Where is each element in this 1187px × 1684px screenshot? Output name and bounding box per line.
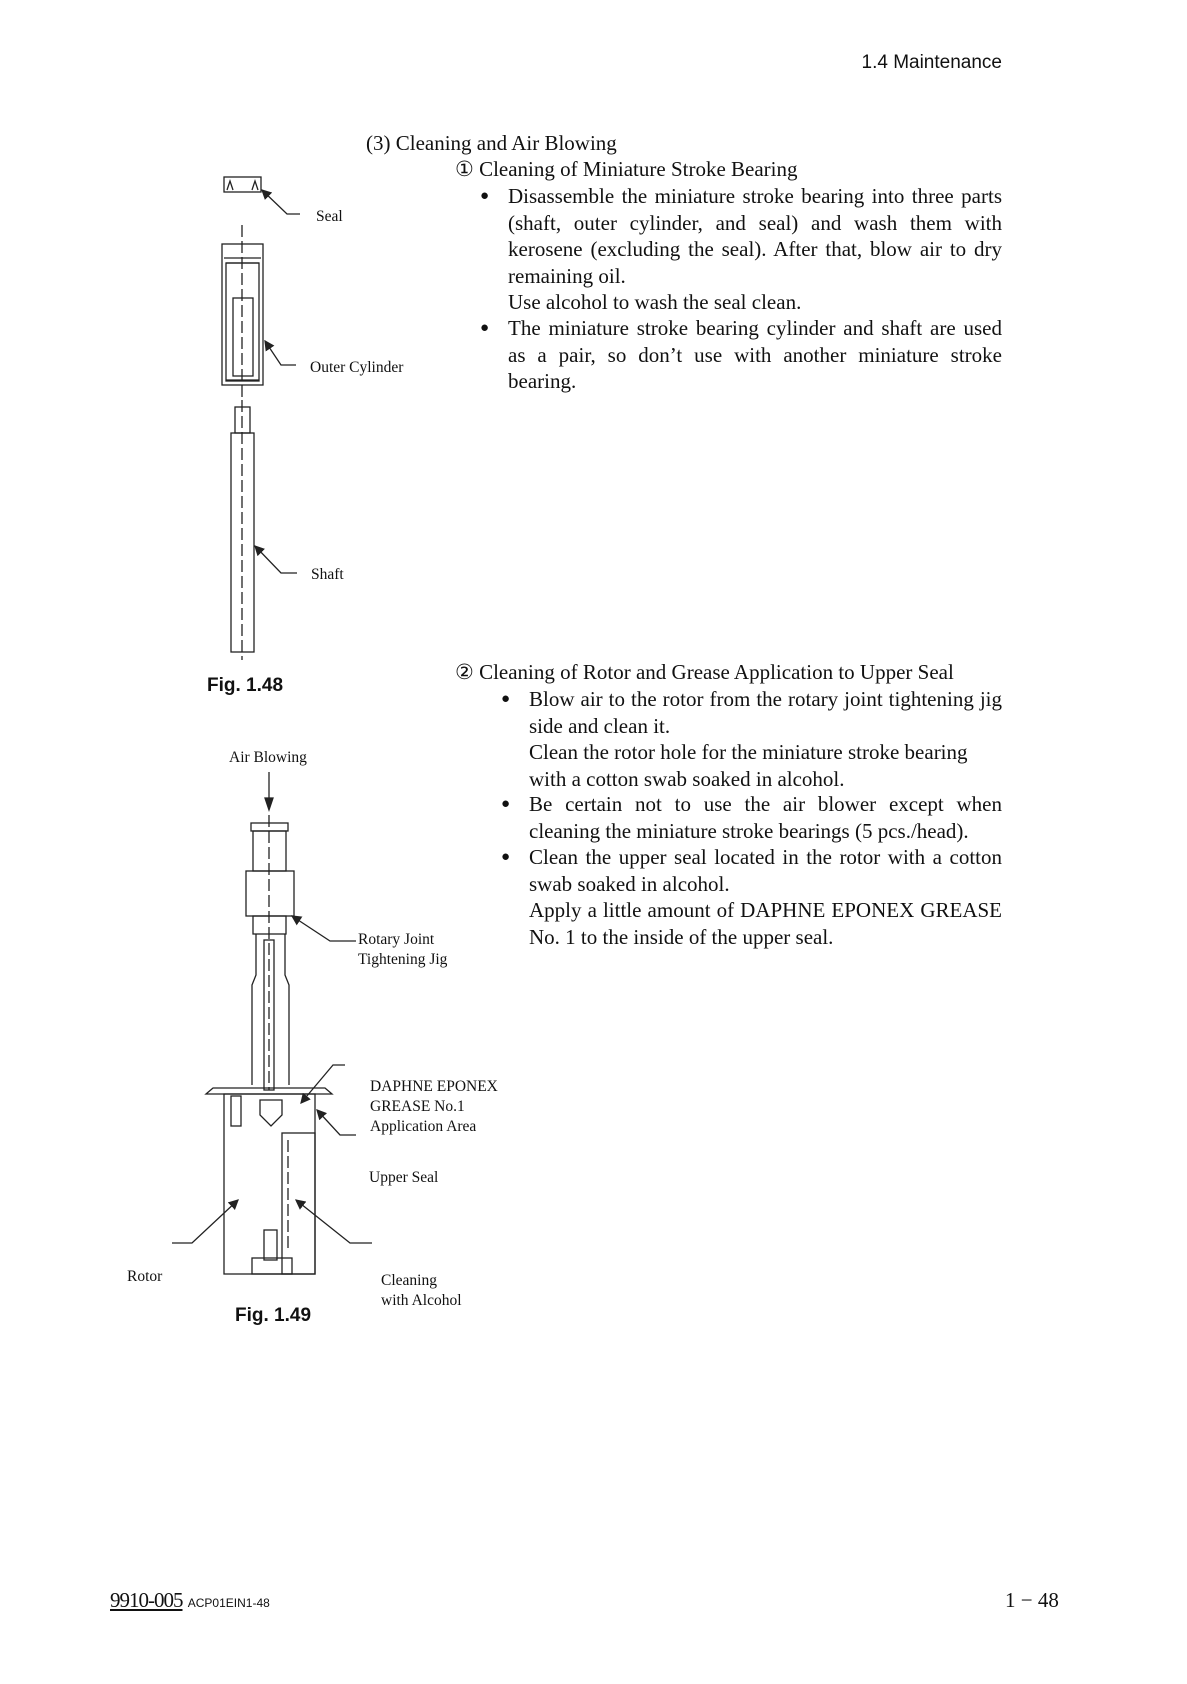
bullet-icon: ● — [480, 320, 490, 336]
label-shaft: Shaft — [311, 566, 344, 583]
label-grease-area: DAPHNE EPONEX GREASE No.1 Application Area — [370, 1078, 498, 1135]
fig48-caption: Fig. 1.48 — [207, 675, 284, 696]
label-rotor: Rotor — [127, 1268, 163, 1285]
fig49-caption: Fig. 1.49 — [235, 1305, 312, 1326]
fig48-outer-cylinder-drawing — [222, 225, 296, 398]
bullet-item: ● Be certain not to use the air blower except when cleaning the miniature stroke bearings (5 pcs./head). — [501, 792, 1002, 843]
subsection-1-title: ① Cleaning of Miniature Stroke Bearing — [455, 157, 798, 181]
bullet-icon: ● — [501, 849, 511, 865]
label-outer-cylinder: Outer Cylinder — [310, 359, 404, 376]
circled-number-2: ② — [455, 660, 474, 684]
bullet-icon: ● — [501, 796, 511, 812]
page-number: 1 − 48 — [1005, 1588, 1059, 1612]
fig48-seal-drawing — [224, 177, 300, 214]
fig49-drawing — [172, 772, 372, 1274]
label-seal: Seal — [316, 208, 343, 225]
label-upper-seal: Upper Seal — [369, 1169, 439, 1186]
bullet-item: ● Blow air to the rotor from the rotary joint tightening jig side and clean it. Clean the rotor hole for the miniature stroke bearing with a cotton swab soaked in alcohol. — [501, 687, 1002, 791]
bullet-icon: ● — [480, 188, 490, 204]
label-rotary-joint-jig: Rotary Joint Tightening Jig — [358, 931, 448, 968]
subsection-2-title: ② Cleaning of Rotor and Grease Application to Upper Seal — [455, 660, 954, 684]
bullet-item: ● Clean the upper seal located in the rotor with a cotton swab soaked in alcohol. Apply a little amount of DAPHNE EPONEX GREASE No. 1 to the inside of the upper seal. — [501, 845, 1002, 949]
label-air-blowing: Air Blowing — [229, 749, 307, 766]
section-title: (3) Cleaning and Air Blowing — [366, 131, 617, 155]
circled-number-1: ① — [455, 157, 474, 181]
section-header: 1.4 Maintenance — [861, 52, 1002, 73]
bullet-icon: ● — [501, 691, 511, 707]
bullet-item: ● The miniature stroke bearing cylinder and shaft are used as a pair, so don’t use with another miniature stroke bearing. — [480, 316, 1002, 393]
bullet-item: ● Disassemble the miniature stroke bearing into three parts (shaft, outer cylinder, and seal) and wash them with kerosene (excluding the seal). After that, blow air to dry remaining oil. Use alcohol to wash the seal clean. — [480, 184, 1002, 314]
footer-doc-id: 9910-005 ACP01EIN1-48 — [110, 1588, 270, 1612]
fig48-shaft-drawing — [231, 400, 297, 660]
label-cleaning-alcohol: Cleaning with Alcohol — [381, 1272, 462, 1309]
